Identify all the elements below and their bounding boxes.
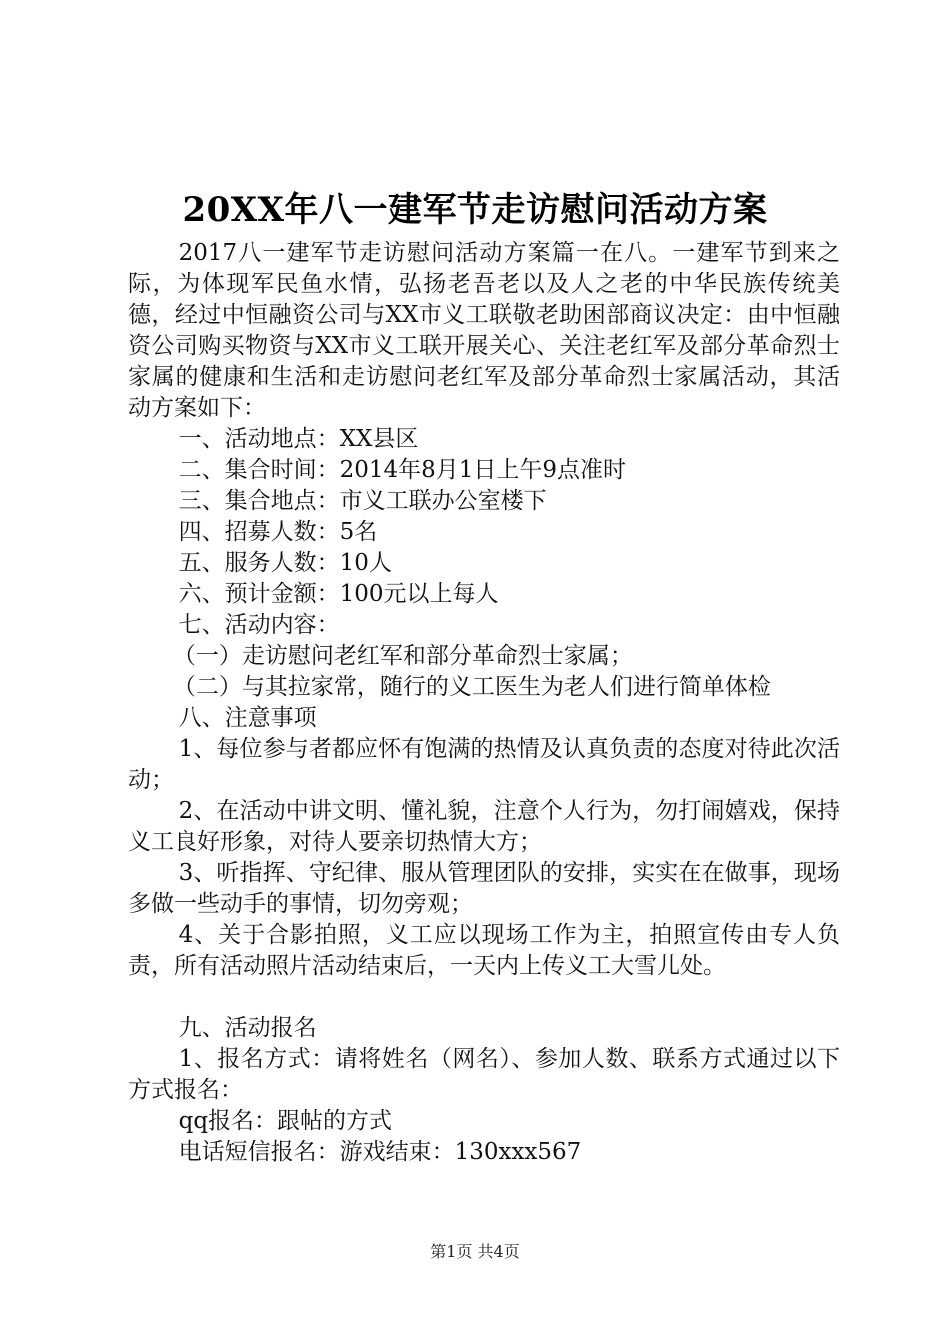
item-meeting-place: 三、集合地点：市义工联办公室楼下: [178, 488, 547, 514]
item-time: 二、集合时间：2014年8月1日上午9点准时: [178, 457, 627, 483]
note-2: 2、在活动中讲文明、懂礼貌，注意个人行为，勿打闹嬉戏，保持义工良好形象，对待人要亲切热情大方；: [128, 798, 840, 855]
signup-phone: 电话短信报名：游戏结束：130xxx567: [178, 1139, 582, 1165]
intro-paragraph: 2017八一建军节走访慰问活动方案篇一在八。一建军节到来之际，为体现军民鱼水情，弘扬老吾老以及人之老的中华民族传统美德，经过中恒融资公司与XX市义工联敬老助困部商议决定：由中恒融资公司购买物资与XX市义工联开展关心、关注老红军及部分革命烈士家属的健康和生活和走访慰问老红军及部分革命烈士家属活动，其活动方案如下：: [128, 240, 840, 421]
item-service-count: 五、服务人数：10人: [178, 550, 392, 576]
document-body: [128, 238, 840, 1168]
item-recruit-count: 四、招募人数：5名: [178, 519, 378, 545]
item-budget: 六、预计金额：100元以上每人: [178, 581, 499, 607]
notes-heading: 八、注意事项: [178, 705, 317, 731]
content-point-2-text: （二）与其拉家常，随行的义工医生为老人们进行简单体检: [172, 674, 771, 700]
page-footer: 第1页 共4页: [430, 1242, 520, 1261]
item-content-heading: 七、活动内容：: [178, 612, 340, 638]
content-point-1: （一）走访慰问老红军和部分革命烈士家属；: [172, 643, 633, 669]
item-location: 一、活动地点：XX县区: [178, 426, 419, 452]
note-4: 4、关于合影拍照，义工应以现场工作为主，拍照宣传由专人负责，所有活动照片活动结束后，一天内上传义工大雪儿处。: [128, 922, 840, 979]
note-1: 1、每位参与者都应怀有饱满的热情及认真负责的态度对待此次活动；: [128, 736, 840, 793]
blank-line: [128, 982, 840, 1013]
document-title: 20XX年八一建军节走访慰问活动方案: [182, 190, 768, 230]
note-3: 3、听指挥、守纪律、服从管理团队的安排，实实在在做事，现场多做一些动手的事情，切勿旁观；: [128, 860, 840, 917]
signup-method: 1、报名方式：请将姓名（网名）、参加人数、联系方式通过以下方式报名：: [128, 1046, 840, 1103]
signup-heading: 九、活动报名: [178, 1015, 317, 1041]
content-point-2: [128, 672, 840, 703]
signup-qq: qq报名：跟帖的方式: [178, 1108, 393, 1134]
